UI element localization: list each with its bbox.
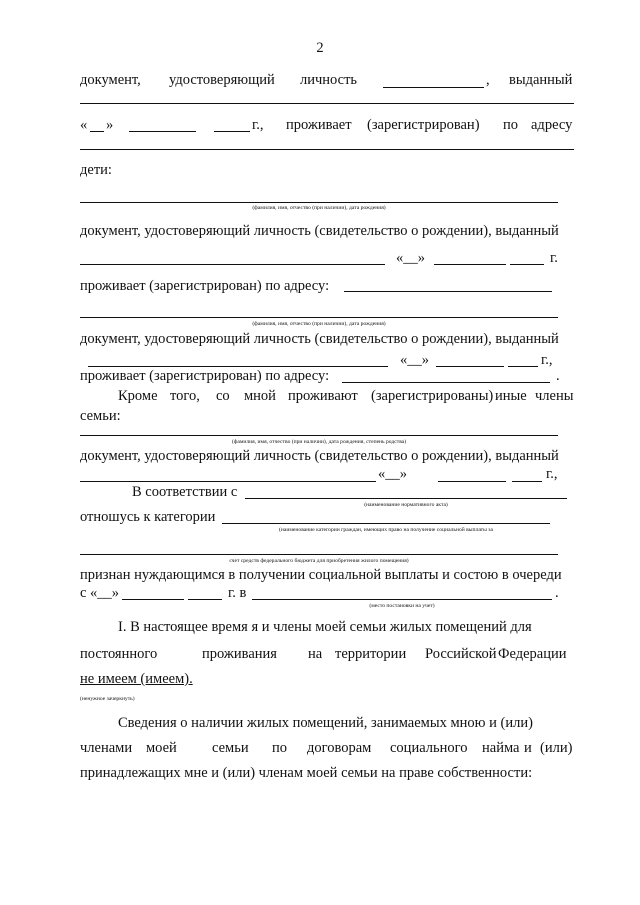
besides-word-5: проживают bbox=[288, 388, 358, 404]
day-blank[interactable] bbox=[90, 131, 104, 132]
child2-year-label: г., bbox=[541, 352, 553, 368]
info-word-8: и bbox=[524, 740, 532, 756]
issued-by-blank[interactable] bbox=[80, 103, 574, 104]
caption-budget: счет средств федерального бюджета для приобретения жилого помещения) bbox=[229, 558, 409, 564]
para1-word-6: Федерации bbox=[498, 646, 567, 662]
child2-lives-at: проживает (зарегистрирован) по адресу: bbox=[80, 368, 330, 384]
besides-word-7: иные bbox=[495, 388, 527, 404]
identity-word: удостоверяющий bbox=[169, 72, 275, 88]
besides-word-1: Кроме bbox=[118, 388, 158, 404]
child2-issued-blank[interactable] bbox=[88, 366, 388, 367]
besides-word-8: члены bbox=[535, 388, 574, 404]
category-blank-2[interactable] bbox=[80, 554, 558, 555]
category-label: отношусь к категории bbox=[80, 509, 216, 525]
year-label: г., bbox=[252, 117, 264, 133]
member-doc-line: документ, удостоверяющий личность (свидетельство о рождении), выданный bbox=[80, 448, 559, 464]
quote-close: » bbox=[106, 117, 114, 133]
member-quotes: «__» bbox=[378, 466, 407, 482]
have-not-have: не имеем (имеем). bbox=[80, 671, 193, 687]
child1-year-blank[interactable] bbox=[510, 264, 544, 265]
page-number: 2 bbox=[316, 40, 324, 56]
child1-month-blank[interactable] bbox=[434, 264, 506, 265]
issued-word: выданный bbox=[509, 72, 573, 88]
para1-line1: I. В настоящее время я и члены моей семьи жилых помещений для bbox=[118, 619, 532, 635]
info-word-1: членами bbox=[80, 740, 133, 756]
year-in-label: г. в bbox=[228, 585, 247, 601]
norm-act-blank[interactable] bbox=[245, 498, 567, 499]
child2-year-blank[interactable] bbox=[508, 366, 538, 367]
address-word: адресу bbox=[531, 117, 573, 133]
recognized-line: признан нуждающимся в получении социальной выплаты и состою в очереди bbox=[80, 567, 562, 583]
child2-address-blank[interactable] bbox=[342, 382, 550, 383]
para1-word-4: территории bbox=[335, 646, 407, 662]
para1-word-2: проживания bbox=[202, 646, 277, 662]
caption-registration-place: (место постановки на учет) bbox=[369, 603, 435, 609]
besides-word-2: того, bbox=[170, 388, 200, 404]
personality-word: личность bbox=[300, 72, 358, 88]
by-word: по bbox=[503, 117, 519, 133]
registered-word: (зарегистрирован) bbox=[367, 117, 480, 133]
info-word-2: моей bbox=[146, 740, 177, 756]
child1-name-blank[interactable] bbox=[80, 202, 558, 203]
accordance-label: В соответствии с bbox=[132, 484, 238, 500]
caption-norm-act: (наименование нормативного акта) bbox=[364, 502, 448, 508]
child2-month-blank[interactable] bbox=[436, 366, 504, 367]
info-line1: Сведения о наличии жилых помещений, занимаемых мною и (или) bbox=[118, 715, 533, 731]
para1-word-3: на bbox=[308, 646, 323, 662]
registration-place-blank[interactable] bbox=[252, 599, 552, 600]
member-year-label: г., bbox=[546, 466, 558, 482]
child1-lives-at: проживает (зарегистрирован) по адресу: bbox=[80, 278, 330, 294]
child2-doc-line: документ, удостоверяющий личность (свидетельство о рождении), выданный bbox=[80, 331, 559, 347]
since-label: с «__» bbox=[80, 585, 120, 601]
caption-fio-birth-kinship: (фамилия, имя, отчество (при наличии), дата рождения, степень родства) bbox=[231, 439, 407, 445]
child1-issued-blank[interactable] bbox=[80, 264, 385, 265]
info-word-7: найма bbox=[482, 740, 520, 756]
child2-quotes: «__» bbox=[400, 352, 429, 368]
child1-doc-line: документ, удостоверяющий личность (свидетельство о рождении), выданный bbox=[80, 223, 559, 239]
besides-word-4: мной bbox=[244, 388, 276, 404]
since-year-blank[interactable] bbox=[188, 599, 222, 600]
strike-note: (ненужное зачеркнуть) bbox=[80, 696, 135, 702]
child1-year-label: г. bbox=[550, 250, 558, 266]
besides-word-6: (зарегистрированы) bbox=[371, 388, 494, 404]
registration-period: . bbox=[555, 585, 559, 601]
children-label: дети: bbox=[80, 162, 112, 178]
address-blank[interactable] bbox=[80, 149, 574, 150]
para1-word-1: постоянного bbox=[80, 646, 158, 662]
comma: , bbox=[486, 72, 490, 88]
member-name-blank[interactable] bbox=[80, 435, 558, 436]
caption-fio-birth-1: (фамилия, имя, отчество (при наличии), дата рождения) bbox=[252, 205, 386, 211]
caption-category: (наименование категории граждан, имеющих право на получение социальной выплаты за bbox=[279, 527, 493, 533]
doc-word: документ, bbox=[80, 72, 141, 88]
info-word-5: договорам bbox=[307, 740, 372, 756]
member-year-blank[interactable] bbox=[512, 481, 542, 482]
besides-word-3: со bbox=[216, 388, 230, 404]
info-word-9: (или) bbox=[540, 740, 573, 756]
lives-word: проживает bbox=[286, 117, 352, 133]
member-issued-blank[interactable] bbox=[80, 481, 376, 482]
info-word-3: семьи bbox=[212, 740, 249, 756]
child1-quotes: «__» bbox=[396, 250, 425, 266]
category-blank[interactable] bbox=[222, 523, 550, 524]
month-blank[interactable] bbox=[129, 131, 196, 132]
id-series-blank[interactable] bbox=[383, 87, 484, 88]
child2-period: . bbox=[556, 368, 560, 384]
since-month-blank[interactable] bbox=[122, 599, 184, 600]
quote-open: « bbox=[80, 117, 88, 133]
child2-name-blank[interactable] bbox=[80, 317, 558, 318]
family-label: семьи: bbox=[80, 408, 121, 424]
para1-word-5: Российской bbox=[425, 646, 497, 662]
member-month-blank[interactable] bbox=[438, 481, 506, 482]
info-word-6: социального bbox=[390, 740, 468, 756]
year-blank[interactable] bbox=[214, 131, 250, 132]
caption-fio-birth-2: (фамилия, имя, отчество (при наличии), дата рождения) bbox=[252, 321, 386, 327]
child1-address-blank[interactable] bbox=[344, 291, 552, 292]
info-word-4: по bbox=[272, 740, 288, 756]
info-line3: принадлежащих мне и (или) членам моей семьи на праве собственности: bbox=[80, 765, 533, 781]
